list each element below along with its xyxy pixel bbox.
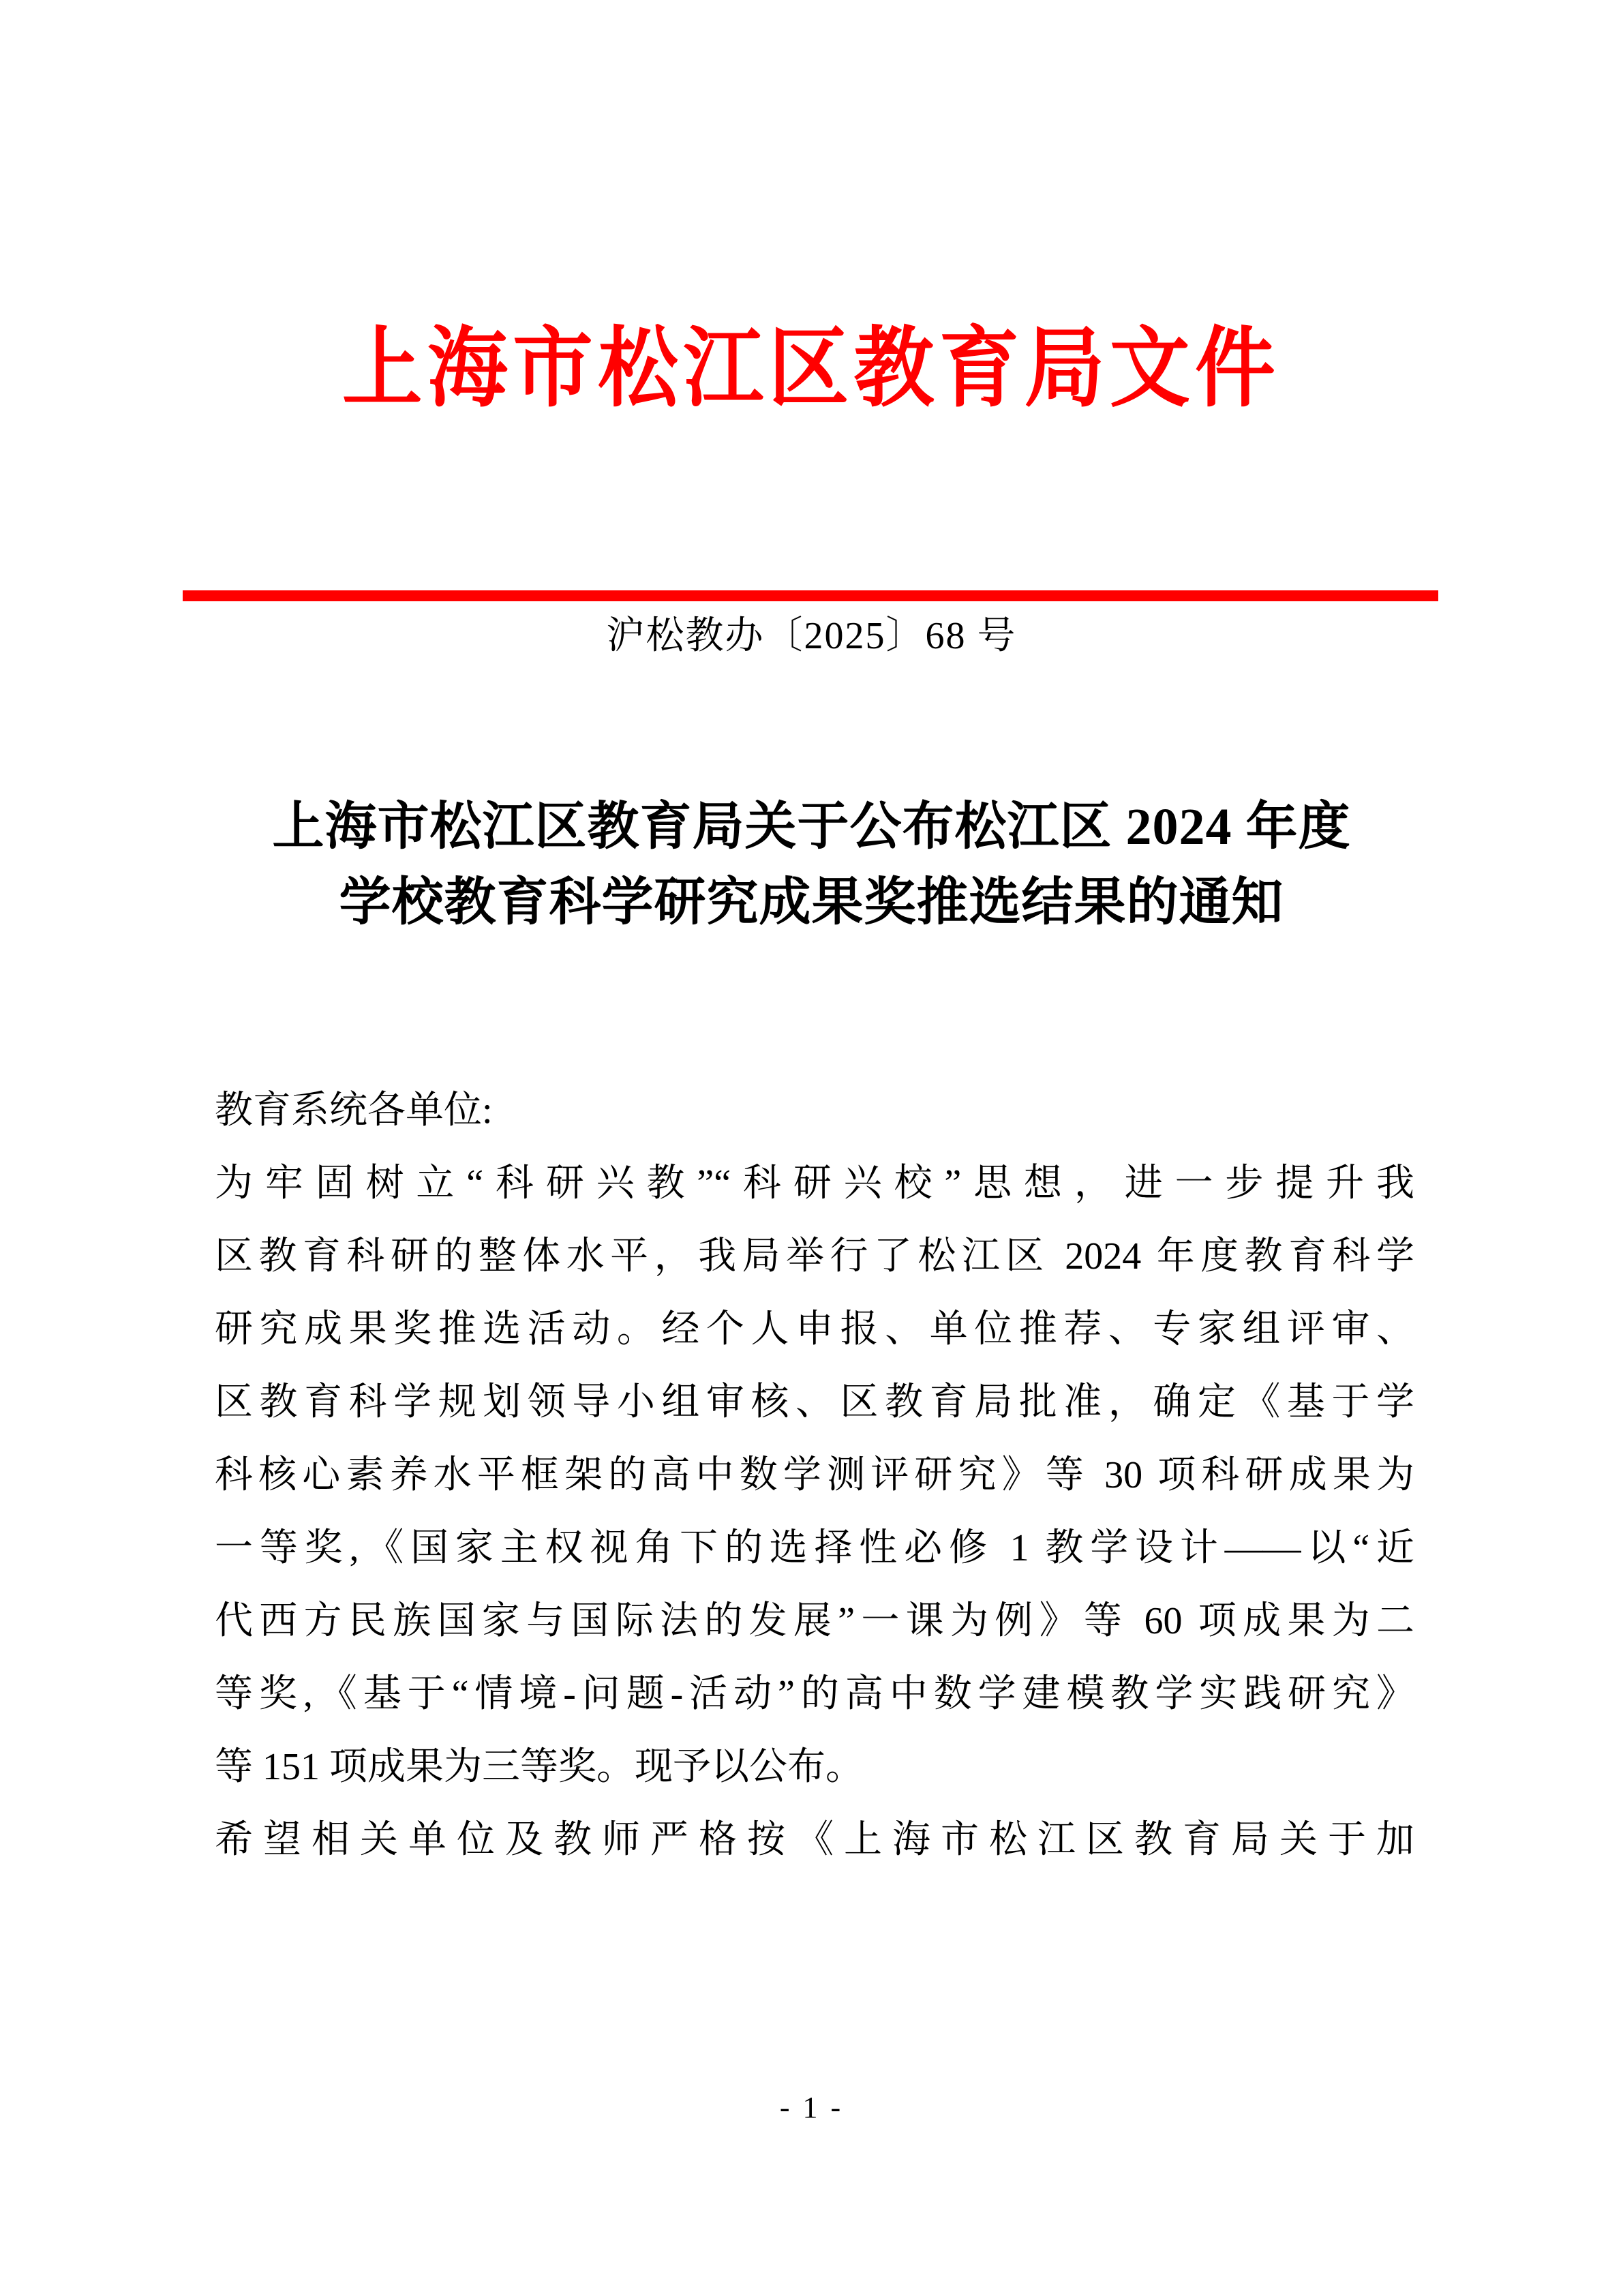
body-line: 研究成果奖推选活动。经个人申报、单位推荐、专家组评审、 <box>215 1308 1414 1350</box>
document-number: 沪松教办〔2025〕68 号 <box>606 615 1017 657</box>
red-divider-rule <box>183 590 1438 601</box>
document-body <box>215 1074 1414 1877</box>
page-title <box>204 789 1419 941</box>
salutation: 教育系统各单位: <box>215 1089 493 1132</box>
body-line: 等奖,《基于“情境-问题-活动”的高中数学建模教学实践研究》 <box>215 1673 1414 1715</box>
title-line-1: 上海市松江区教育局关于公布松江区 2024 年度 <box>272 798 1351 856</box>
page-number: - 1 - <box>779 2091 844 2124</box>
body-line: 区教育科研的整体水平，我局举行了松江区 2024 年度教育科学 <box>215 1235 1414 1278</box>
title-line-2: 学校教育科学研究成果奖推选结果的通知 <box>339 873 1284 931</box>
page-footer <box>0 2090 1623 2125</box>
body-line: 等 151 项成果为三等奖。现予以公布。 <box>215 1746 864 1788</box>
masthead-title: 上海市松江区教育局文件 <box>342 320 1281 417</box>
body-line: 代西方民族国家与国际法的发展”一课为例》等 60 项成果为二 <box>215 1600 1414 1642</box>
body-line: 科核心素养水平框架的高中数学测评研究》等 30 项科研成果为 <box>215 1454 1414 1496</box>
body-line: 区教育科学规划领导小组审核、区教育局批准，确定《基于学 <box>215 1381 1414 1423</box>
masthead <box>0 318 1623 421</box>
doc-number-row <box>0 612 1623 660</box>
body-line: 希望相关单位及教师严格按《上海市松江区教育局关于加 <box>215 1819 1414 1861</box>
body-line: 为牢固树立“科研兴教”“科研兴校”思想，进一步提升我 <box>215 1162 1414 1205</box>
body-line: 一等奖,《国家主权视角下的选择性必修 1 教学设计——以“近 <box>215 1527 1414 1569</box>
